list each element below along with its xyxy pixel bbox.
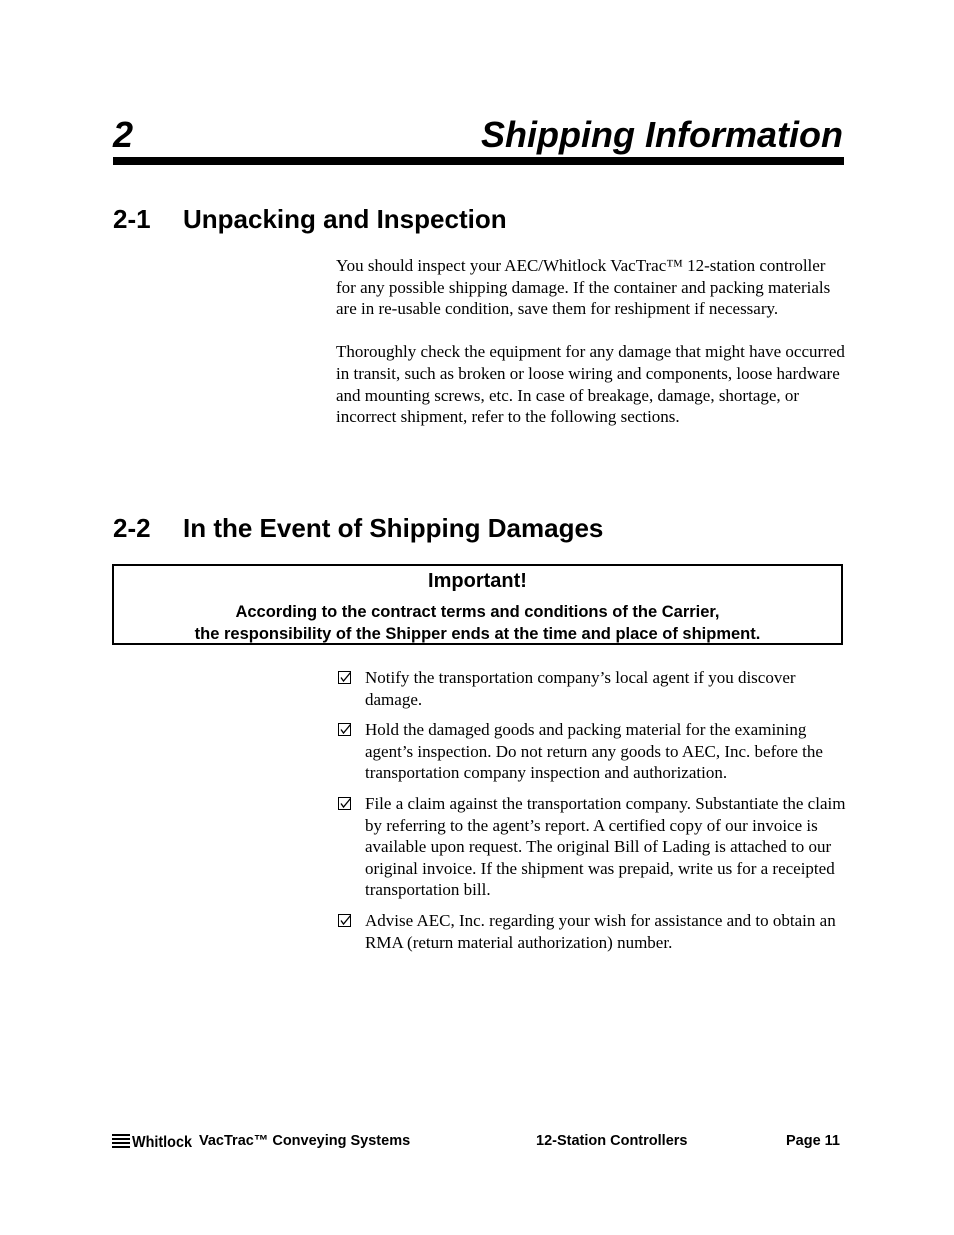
checklist-item [336,719,846,784]
chapter-number: 2 [113,114,134,155]
checkbox-checked-icon [338,914,352,928]
paragraph: You should inspect your AEC/Whitlock VacTrac™ 12-station controller for any possible shipping damage. If the container and packing materials are in re-usable condition, save them for reshipment if necessary. [336,256,831,319]
section-number: 2-2 [113,513,151,543]
important-line: the responsibility of the Shipper ends at the time and place of shipment. [194,625,761,643]
section-body-unpacking [336,255,846,428]
chapter-rule [113,157,844,165]
svg-text:Whitlock: Whitlock [132,1134,193,1149]
damage-checklist [336,667,846,962]
checklist-item [336,793,846,901]
checkbox-checked-icon [338,671,352,685]
checkbox-checked-icon [338,723,352,737]
checkbox-checked-icon [338,797,352,811]
section-title: Unpacking and Inspection [183,204,507,234]
important-title: Important! [428,570,527,592]
important-line: According to the contract terms and conditions of the Carrier, [235,603,720,621]
footer-document-title: 12-Station Controllers [536,1133,688,1149]
checklist-item [336,910,846,953]
section-heading-unpacking [113,203,507,235]
footer-product-name: VacTrac™ Conveying Systems [199,1133,411,1149]
section-number: 2-1 [113,204,151,234]
section-heading-damages [113,512,603,544]
chapter-title: Shipping Information [481,114,843,155]
checklist-text: Advise AEC, Inc. regarding your wish for assistance and to obtain an RMA (return material authorization) number. [365,910,836,952]
page-footer [111,1128,843,1152]
important-notice-box [112,564,843,645]
chapter-header [113,112,843,158]
checklist-text: Notify the transportation company’s local agent if you discover damage. [365,668,796,709]
section-title: In the Event of Shipping Damages [183,513,604,543]
footer-page-number: Page 11 [785,1133,840,1149]
paragraph: Thoroughly check the equipment for any damage that might have occurred in transit, such as broken or loose wiring and components, loose hardware and mounting screws, etc. In case of breakage, damage, shortage, or incorrect shipment, refer to the following sections. [336,342,845,427]
checklist-text: File a claim against the transportation company. Substantiate the claim by referring to the agent’s report. A certified copy of our invoice is available upon request. The original Bill of Lading is attached to our original invoice. If the shipment was prepaid, write us for a receipted transportation bill. [365,793,846,900]
important-text [114,601,841,645]
checklist-item [336,667,846,710]
aec-whitlock-logo [111,1131,195,1149]
checklist-text: Hold the damaged goods and packing material for the examining agent’s inspection. Do not return any goods to AEC, Inc. before the transportation company inspection and authorization. [365,720,823,783]
